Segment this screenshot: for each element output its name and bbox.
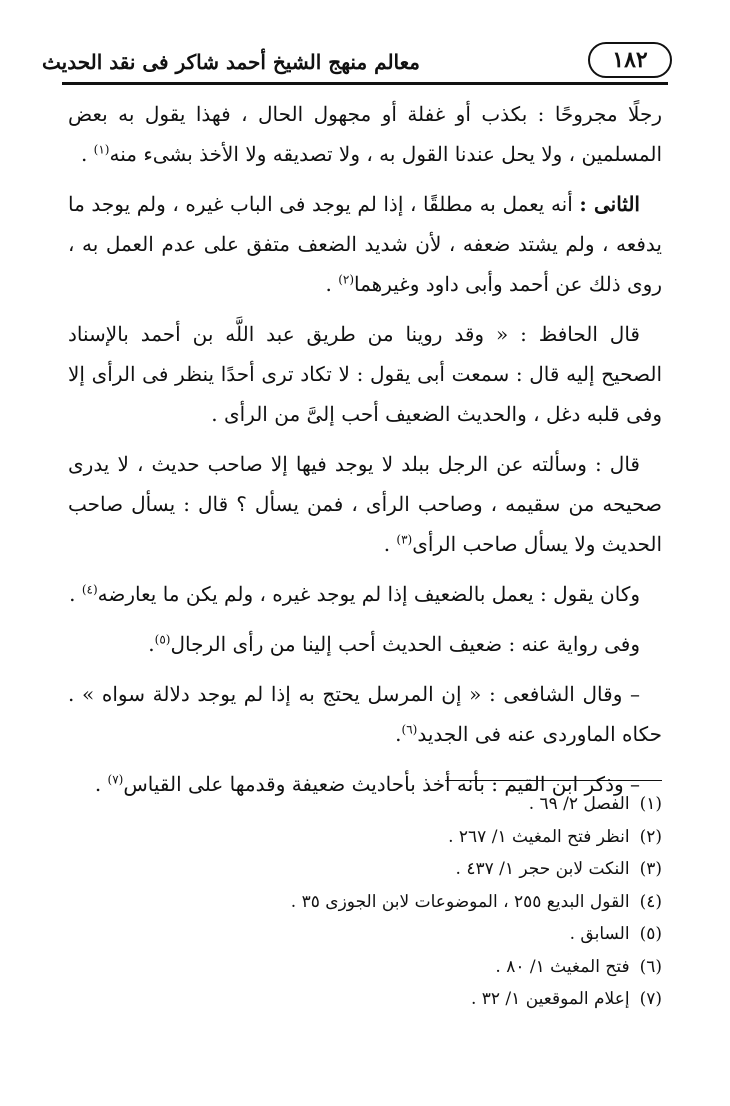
footnote-1 bbox=[68, 788, 662, 821]
paragraph-tail: . bbox=[395, 722, 402, 746]
paragraph-4 bbox=[68, 444, 662, 564]
footnote-3 bbox=[68, 853, 662, 886]
footnote-number: (١) bbox=[639, 794, 662, 814]
footnote-5 bbox=[68, 918, 662, 951]
paragraph-text: قال : وسألته عن الرجل ببلد لا يوجد فيها إلا صاحب حديث ، لا يدرى صحيحه من سقيمه ، وصاحب الرأى ، فمن يسأل ؟ قال : يسأل صاحب الحديث ولا يسأل صاحب الرأى bbox=[68, 452, 662, 556]
paragraph-6 bbox=[68, 624, 662, 664]
footnotes bbox=[68, 788, 662, 1016]
footnote-text: القول البديع ٢٥٥ ، الموضوعات لابن الجوزى ٣٥ . bbox=[290, 891, 630, 912]
paragraph-text: رجلًا مجروحًا : بكذب أو غفلة أو مجهول الحال ، فهذا يقول به بعض المسلمين ، ولا يحل عندنا القول به ، ولا تصديقه ولا الأخذ بشىء منه bbox=[68, 102, 662, 166]
footnote-4 bbox=[68, 886, 662, 919]
paragraph-text: – وقال الشافعى : « إن المرسل يحتج به إذا لم يوجد دلالة سواه » . حكاه الماوردى عنه فى الجديد bbox=[68, 682, 662, 746]
paragraph-text: أنه يعمل به مطلقًا ، إذا لم يوجد فى الباب غيره ، ولم يوجد ما يدفعه ، ولم يشتد ضعفه ، لأن شديد الضعف متفق على عدم العمل به ، روى ذلك عن أحمد وأبى داود وغيرهما bbox=[68, 192, 662, 296]
header-divider bbox=[62, 82, 668, 85]
footnote-text: الفصل ٢/ ٦٩ . bbox=[528, 794, 630, 814]
footnote-text: إعلام الموقعين ١/ ٣٢ . bbox=[470, 989, 630, 1009]
footnote-text: النكت لابن حجر ١/ ٤٣٧ . bbox=[455, 859, 630, 879]
footnote-number: (٤) bbox=[639, 891, 662, 912]
footnote-2 bbox=[68, 821, 662, 854]
paragraph-tail: . bbox=[69, 582, 82, 606]
footnote-text: فتح المغيث ١/ ٨٠ . bbox=[495, 956, 630, 977]
footnote-ref-1: (١) bbox=[93, 142, 110, 157]
paragraph-tail: . bbox=[148, 632, 155, 656]
paragraph-5 bbox=[68, 574, 662, 614]
footnote-ref-5: (٥) bbox=[154, 632, 171, 647]
paragraph-text: وكان يقول : يعمل بالضعيف إذا لم يوجد غيره ، ولم يكن ما يعارضه bbox=[97, 582, 640, 606]
paragraph-lead: الثانى : bbox=[579, 192, 640, 216]
footnote-text: انظر فتح المغيث ١/ ٢٦٧ . bbox=[448, 826, 630, 847]
paragraph-text: قال الحافظ : « وقد روينا من طريق عبد اللَّه بن أحمد بالإسناد الصحيح إليه قال : سمعت أبى يقول : لا تكاد ترى أحدًا ينظر فى الرأى إلا وفى قلبه دغل ، والحديث الضعيف أحب إلىَّ من الرأى . bbox=[68, 322, 662, 426]
paragraph-7 bbox=[68, 674, 662, 754]
paragraph-tail: . bbox=[325, 272, 339, 296]
footnote-ref-7: (٧) bbox=[107, 772, 124, 787]
footnote-ref-6: (٦) bbox=[401, 722, 418, 737]
footnote-ref-4: (٤) bbox=[81, 582, 98, 597]
footnote-divider bbox=[445, 780, 662, 781]
footnote-number: (٥) bbox=[639, 924, 662, 944]
paragraph-tail: . bbox=[383, 532, 397, 556]
main-text bbox=[68, 94, 662, 814]
footnote-7 bbox=[68, 983, 662, 1016]
page-number-badge bbox=[588, 42, 672, 78]
paragraph-text: – وذكر ابن القيم : بأنه أخذ بأحاديث ضعيفة وقدمها على القياس bbox=[123, 772, 640, 796]
paragraph-text: وفى رواية عنه : ضعيف الحديث أحب إلينا من رأى الرجال bbox=[170, 632, 640, 656]
paragraph-tail: . bbox=[94, 772, 108, 796]
footnote-number: (٧) bbox=[639, 989, 662, 1009]
footnote-number: (٦) bbox=[639, 956, 662, 977]
footnote-ref-3: (٣) bbox=[396, 532, 413, 547]
paragraph-1 bbox=[68, 94, 662, 174]
footnote-text: السابق . bbox=[569, 924, 630, 944]
paragraph-tail: . bbox=[80, 142, 94, 166]
footnote-ref-2: (٢) bbox=[338, 272, 355, 287]
paragraph-3 bbox=[68, 314, 662, 434]
footnote-number: (٣) bbox=[639, 859, 662, 879]
paragraph-2 bbox=[68, 184, 662, 304]
running-header-title: معالم منهج الشيخ أحمد شاكر فى نقد الحديث bbox=[42, 50, 420, 74]
footnote-number: (٢) bbox=[639, 826, 662, 847]
footnote-6 bbox=[68, 951, 662, 984]
page-number: ١٨٢ bbox=[612, 47, 648, 73]
